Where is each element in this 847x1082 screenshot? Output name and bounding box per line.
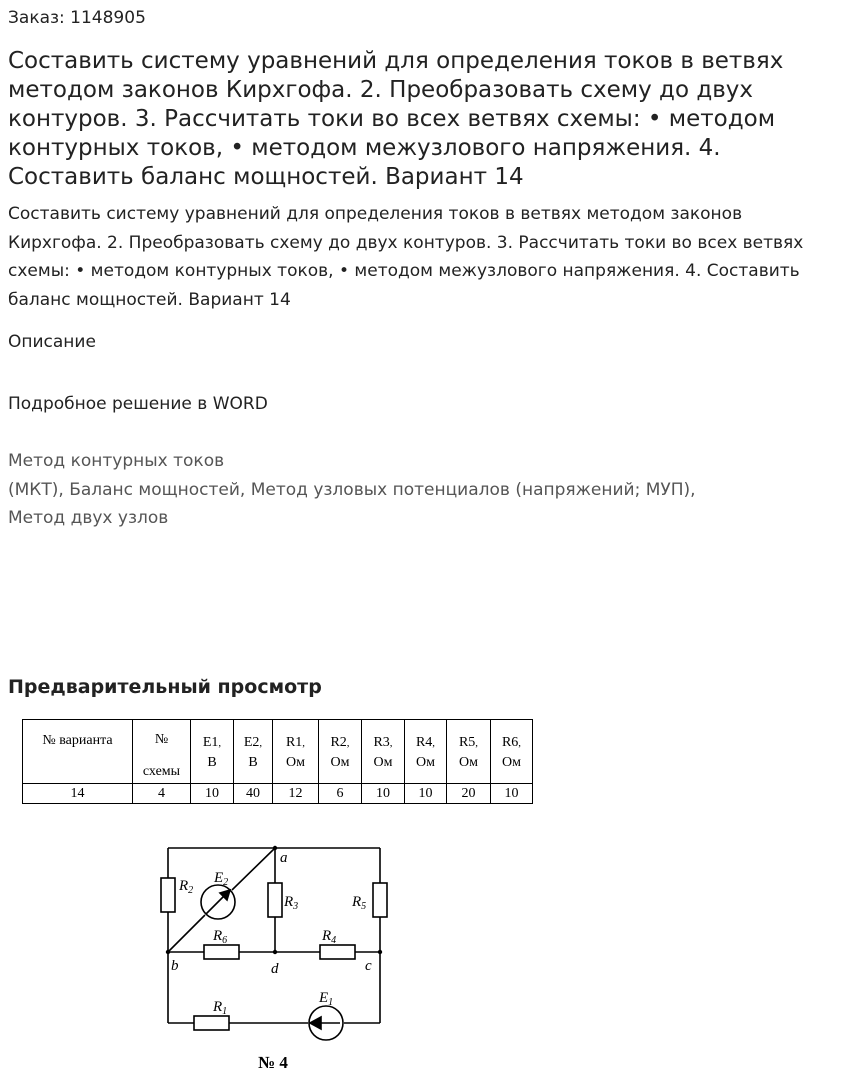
label-r3: $R_3$: [284, 894, 299, 912]
cell-e2: 40: [234, 784, 273, 804]
header-r2: R2, Ом: [319, 720, 362, 784]
scheme-caption: № 4: [258, 1053, 288, 1072]
resistor-r6: [204, 945, 239, 959]
resistor-r2: [161, 878, 175, 912]
label-r1: $R_1$: [213, 999, 228, 1017]
cell-r5: 20: [447, 784, 491, 804]
cell-r4: 10: [405, 784, 447, 804]
node-label-d: d: [271, 961, 279, 977]
header-scheme-top: №: [154, 732, 169, 747]
header-variant-label: № варианта: [42, 733, 113, 748]
label-e2: $E_2$: [214, 870, 229, 888]
resistor-r5: [373, 883, 387, 917]
task-description: Составить систему уравнений для определения токов в ветвях методом законов Кирхгофа. 2. Преобразовать схему до двух контуров. 3. Рассчитать токи во всех ветвях схемы: • методом контурных токов, • методом межузлового напряжения. 4. Составить баланс мощностей. Вариант 14: [8, 204, 804, 310]
node-dot: [273, 950, 277, 954]
cell-r1: 12: [273, 784, 319, 804]
node-dot: [273, 846, 277, 850]
table-row: [23, 784, 533, 804]
label-r5: $R_5$: [352, 894, 367, 912]
node-dot: [166, 950, 170, 954]
header-e1: E1, В: [191, 720, 234, 784]
description-heading: Описание: [8, 332, 96, 352]
tag-line: (МКТ), Баланс мощностей, Метод узловых потенциалов (напряжений; МУП),: [8, 479, 696, 500]
header-r4: R4, Ом: [405, 720, 447, 784]
cell-variant: 14: [23, 784, 133, 804]
tag-line: Метод двух узлов: [8, 508, 169, 528]
label-e1: $E_1$: [319, 990, 334, 1008]
page-title: Составить систему уравнений для определения токов в ветвях методом законов Кирхгофа. 2. Преобразовать схему до двух контуров. 3. Рассчитать токи во всех ветвях схемы: • методом контурных токов, • методом межузлового напряжения. 4. Составить баланс мощностей. Вариант 14: [8, 48, 784, 190]
node-label-b: b: [171, 958, 179, 974]
cell-e1: 10: [191, 784, 234, 804]
header-scheme-bottom: схемы: [142, 764, 181, 779]
cell-r3: 10: [362, 784, 405, 804]
header-r3: R3, Ом: [362, 720, 405, 784]
label-r6: $R_6$: [213, 928, 228, 946]
header-variant: [23, 720, 133, 784]
header-r1: R1, Ом: [273, 720, 319, 784]
resistor-r3: [268, 883, 282, 917]
tags-block: [8, 447, 840, 533]
parameters-table: [22, 719, 533, 804]
resistor-r4: [320, 945, 355, 959]
cell-r2: 6: [319, 784, 362, 804]
cell-scheme: 4: [133, 784, 191, 804]
header-r6: R6, Ом: [491, 720, 533, 784]
order-number: Заказ: 1148905: [8, 8, 146, 28]
header-e2: E2, В: [234, 720, 273, 784]
solution-note: Подробное решение в WORD: [8, 394, 268, 414]
cell-r6: 10: [491, 784, 533, 804]
node-label-c: c: [365, 958, 372, 974]
tag-line: Метод контурных токов: [8, 451, 225, 471]
resistor-r1: [194, 1016, 229, 1030]
label-r2: $R_2$: [179, 878, 194, 896]
table-header-row: [23, 720, 533, 784]
header-r5: R5, Ом: [447, 720, 491, 784]
node-label-a: a: [280, 850, 288, 866]
preview-heading: Предварительный просмотр: [8, 676, 322, 698]
label-r4: $R_4$: [322, 928, 337, 946]
header-scheme: [133, 720, 191, 784]
circuit-diagram: [150, 840, 410, 1076]
node-dot: [378, 950, 382, 954]
